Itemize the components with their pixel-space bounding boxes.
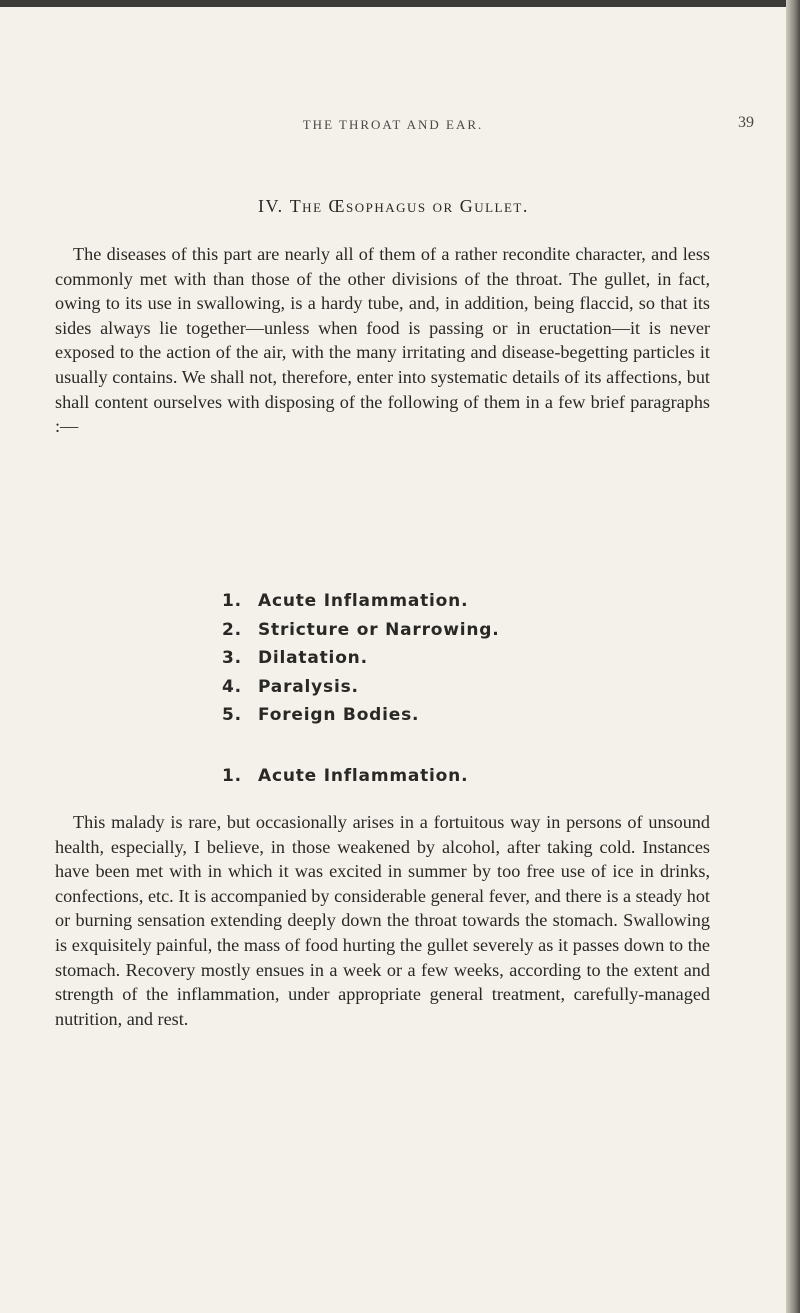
list-item-label: Stricture or Narrowing.	[258, 619, 500, 640]
list-item-label: Foreign Bodies.	[258, 705, 420, 725]
list-item-label: Acute Inflammation.	[258, 591, 469, 611]
list-item	[222, 644, 500, 673]
list-item-number: 5.	[222, 705, 242, 725]
subsection-title: Acute Inflammation.	[258, 766, 469, 786]
book-spine-edge	[786, 0, 800, 1313]
section-heading	[258, 196, 529, 217]
list-item-number: 2.	[222, 619, 242, 640]
section-title: The Œsophagus or Gullet.	[289, 196, 529, 216]
list-item	[222, 616, 500, 645]
list-item	[222, 587, 500, 616]
list-item-label: Dilatation.	[258, 648, 368, 668]
list-item-label: Paralysis.	[258, 676, 359, 697]
disease-list	[222, 587, 500, 730]
subsection-heading	[222, 766, 468, 786]
intro-paragraph: The diseases of this part are nearly all of them of a rather recondite character, and less commonly met with than those of the other divisions of the throat. The gullet, in fact, owing to its use in swallowing, is a hardy tube, and, in addition, being flaccid, so that its sides always lie together—unless when food is passing or in eructation—it is never exposed to the action of the air, with the many irritating and disease-begetting particles it usually contains. We shall not, therefore, enter into systematic details of its affections, but shall content ourselves with disposing of the following of them in a few brief paragraphs :—	[55, 244, 710, 437]
subsection-number: 1.	[222, 766, 242, 786]
list-item-number: 3.	[222, 648, 242, 668]
subsection-paragraph: This malady is rare, but occasionally arises in a fortuitous way in persons of unsound health, especially, I believe, in those weakened by alcohol, after taking cold. Instances have been met with in which it was excited in summer by too free use of ice in drinks, confections, etc. It is accompanied by considerable general fever, and there is a steady hot or burning sensation extending deeply down the throat towards the stomach. Swallowing is exquisitely painful, the mass of food hurting the gullet severely as it passes down to the stomach. Recovery mostly ensues in a week or a few weeks, according to the extent and strength of the inflammation, under appropriate general treatment, carefully-managed nutrition, and rest.	[55, 812, 710, 1029]
list-item	[222, 673, 500, 702]
list-item-number: 1.	[222, 591, 242, 611]
running-title: THE THROAT AND EAR.	[302, 117, 484, 132]
list-item-number: 4.	[222, 676, 242, 697]
section-numeral: IV.	[258, 196, 284, 216]
page-number: 39	[738, 114, 754, 131]
list-item	[222, 701, 500, 730]
